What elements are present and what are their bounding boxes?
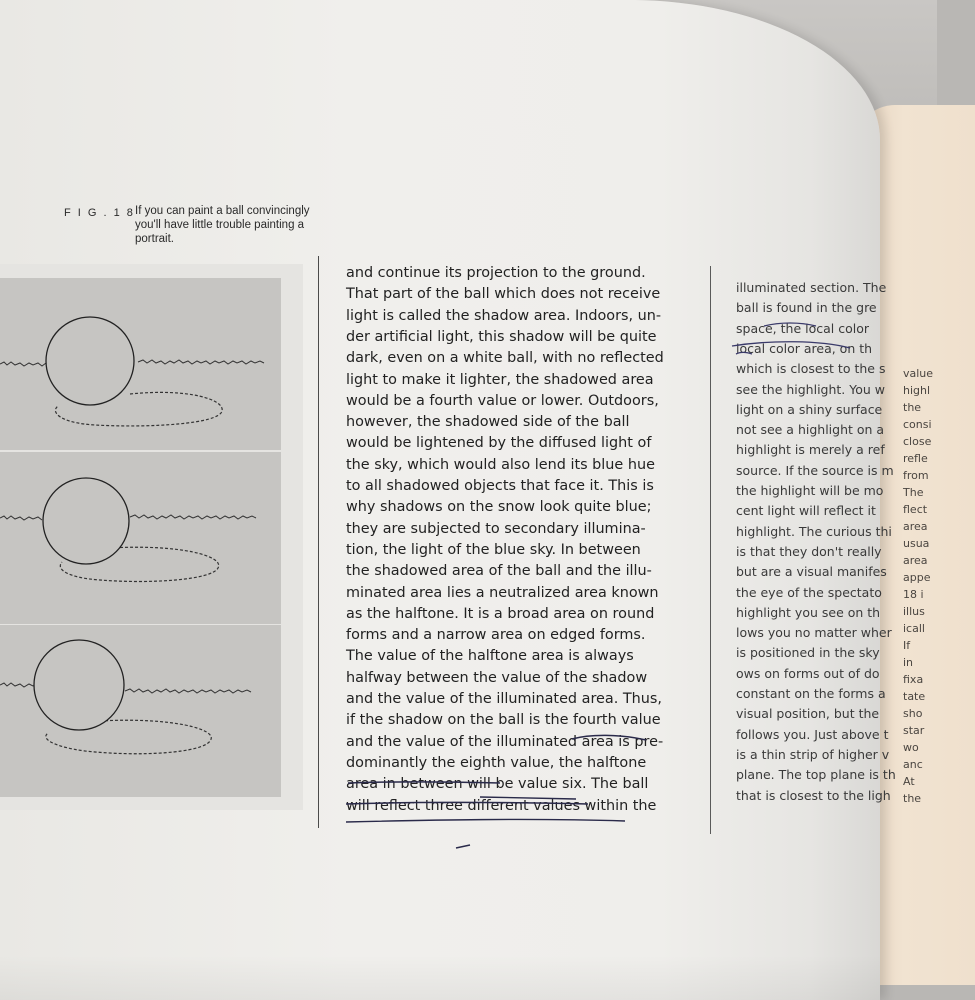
text-line: area bbox=[903, 554, 928, 567]
text-line: refle bbox=[903, 452, 928, 465]
text-line: constant on the forms a bbox=[736, 686, 886, 701]
text-line: highl bbox=[903, 384, 931, 397]
text-line: the bbox=[903, 401, 922, 414]
text-line: forms and a narrow area on edged forms. bbox=[346, 627, 646, 644]
text-line: area in between will be value six. The ball bbox=[346, 776, 649, 793]
figure-panel-top bbox=[0, 278, 281, 450]
text-line: wo bbox=[903, 741, 919, 754]
figure-caption-text: If you can paint a ball convincingly you'll have little trouble painting a portrait. bbox=[135, 205, 310, 245]
text-line: see the highlight. You w bbox=[736, 381, 885, 397]
text-line: close bbox=[903, 435, 932, 448]
text-line: light is called the shadow area. Indoors, un- bbox=[346, 307, 662, 324]
text-line: sho bbox=[903, 707, 923, 720]
facing-page-text-column bbox=[903, 366, 937, 806]
figure-illustration bbox=[0, 264, 303, 810]
text-line: however, the shadowed side of the ball bbox=[346, 414, 630, 431]
column-rule-right bbox=[710, 266, 711, 834]
text-line: is a thin strip of higher v bbox=[736, 746, 890, 762]
text-line: flect bbox=[903, 503, 928, 516]
text-line: tate bbox=[903, 690, 926, 703]
text-line: but are a visual manifes bbox=[736, 564, 887, 580]
text-line: If bbox=[903, 639, 911, 652]
text-line: highlight you see on th bbox=[736, 604, 881, 620]
text-line: why shadows on the snow look quite blue; bbox=[346, 499, 652, 516]
text-line: as the halftone. It is a broad area on round bbox=[346, 605, 655, 622]
text-line: lows you no matter wher bbox=[736, 625, 892, 641]
text-line: in bbox=[903, 656, 914, 669]
text-line: appe bbox=[903, 571, 931, 584]
text-line: follows you. Just above t bbox=[736, 726, 889, 742]
text-line: 18 i bbox=[903, 588, 924, 601]
text-line: anc bbox=[903, 758, 923, 771]
text-line: plane. The top plane is th bbox=[736, 767, 896, 783]
text-line: highlight is merely a ref bbox=[736, 442, 885, 458]
text-line: That part of the ball which does not receive bbox=[346, 286, 661, 303]
text-line: if the shadow on the ball is the fourth value bbox=[346, 712, 661, 729]
text-line: will reflect three different values within the bbox=[346, 797, 657, 814]
text-line: dominantly the eighth value, the halftone bbox=[346, 754, 647, 771]
text-line: area bbox=[903, 520, 928, 533]
text-line: is positioned in the sky bbox=[736, 645, 880, 661]
text-line: visual position, but the bbox=[736, 706, 880, 722]
text-line: would be lightened by the diffused light of bbox=[346, 435, 652, 452]
text-line: The value of the halftone area is always bbox=[346, 648, 634, 665]
text-line: ball is found in the gre bbox=[736, 300, 877, 316]
text-line: and the value of the illuminated area is pre- bbox=[346, 733, 664, 750]
text-line: not see a highlight on a bbox=[736, 422, 885, 438]
text-line: der artificial light, this shadow will be quite bbox=[346, 328, 657, 345]
text-line: from bbox=[903, 469, 929, 482]
text-line: illus bbox=[903, 605, 925, 618]
text-line: which is closest to the s bbox=[736, 361, 886, 377]
text-line: that is closest to the ligh bbox=[736, 787, 891, 803]
text-line: the sky, which would also lend its blue hue bbox=[346, 456, 655, 473]
text-line: the shadowed area of the ball and the illu- bbox=[346, 563, 652, 580]
text-line: highlight. The curious thi bbox=[736, 523, 892, 539]
text-line: and continue its projection to the ground. bbox=[346, 265, 646, 281]
text-line: the bbox=[903, 792, 922, 805]
text-line: to all shadowed objects that face it. This is bbox=[346, 478, 654, 494]
text-line: source. If the source is m bbox=[736, 462, 894, 478]
text-line: The bbox=[903, 486, 924, 499]
text-line: space, the local color bbox=[736, 320, 869, 336]
figure-panel-middle bbox=[0, 452, 281, 624]
text-line: fixa bbox=[903, 673, 924, 686]
text-line: the highlight will be mo bbox=[736, 483, 884, 498]
column-rule-left bbox=[318, 256, 319, 828]
ball-drawing-middle bbox=[0, 452, 281, 624]
text-line: tion, the light of the blue sky. In between bbox=[346, 541, 641, 558]
text-line: ows on forms out of do bbox=[736, 665, 880, 681]
text-line: they are subjected to secondary illumina- bbox=[346, 520, 646, 537]
text-line: halfway between the value of the shadow bbox=[346, 669, 648, 686]
text-line: cent light will reflect it bbox=[736, 503, 876, 519]
text-line: minated area lies a neutralized area known bbox=[346, 584, 659, 601]
text-line: local color area, on th bbox=[736, 340, 873, 356]
text-line: the eye of the spectato bbox=[736, 584, 882, 600]
text-line: usua bbox=[903, 537, 930, 550]
figure-panel-bottom bbox=[0, 625, 281, 797]
figure-label: F I G . 1 8 bbox=[64, 207, 135, 219]
page-shadow bbox=[0, 955, 880, 1000]
text-line: is that they don't really bbox=[736, 543, 882, 559]
text-line: dark, even on a white ball, with no reflected bbox=[346, 350, 664, 367]
text-line: light on a shiny surface bbox=[736, 401, 883, 417]
ball-drawing-bottom bbox=[0, 625, 281, 797]
text-line: light to make it lighter, the shadowed area bbox=[346, 371, 654, 388]
text-line: value bbox=[903, 367, 934, 380]
text-line: icall bbox=[903, 622, 925, 635]
ball-drawing-top bbox=[0, 278, 281, 450]
right-text-column bbox=[736, 278, 896, 838]
text-line: and the value of the illuminated area. Thus, bbox=[346, 691, 662, 707]
text-line: would be a fourth value or lower. Outdoors, bbox=[346, 392, 659, 409]
text-line: star bbox=[903, 724, 925, 737]
text-line: consi bbox=[903, 418, 932, 431]
text-line: At bbox=[903, 775, 915, 788]
text-line: illuminated section. The bbox=[736, 280, 887, 295]
